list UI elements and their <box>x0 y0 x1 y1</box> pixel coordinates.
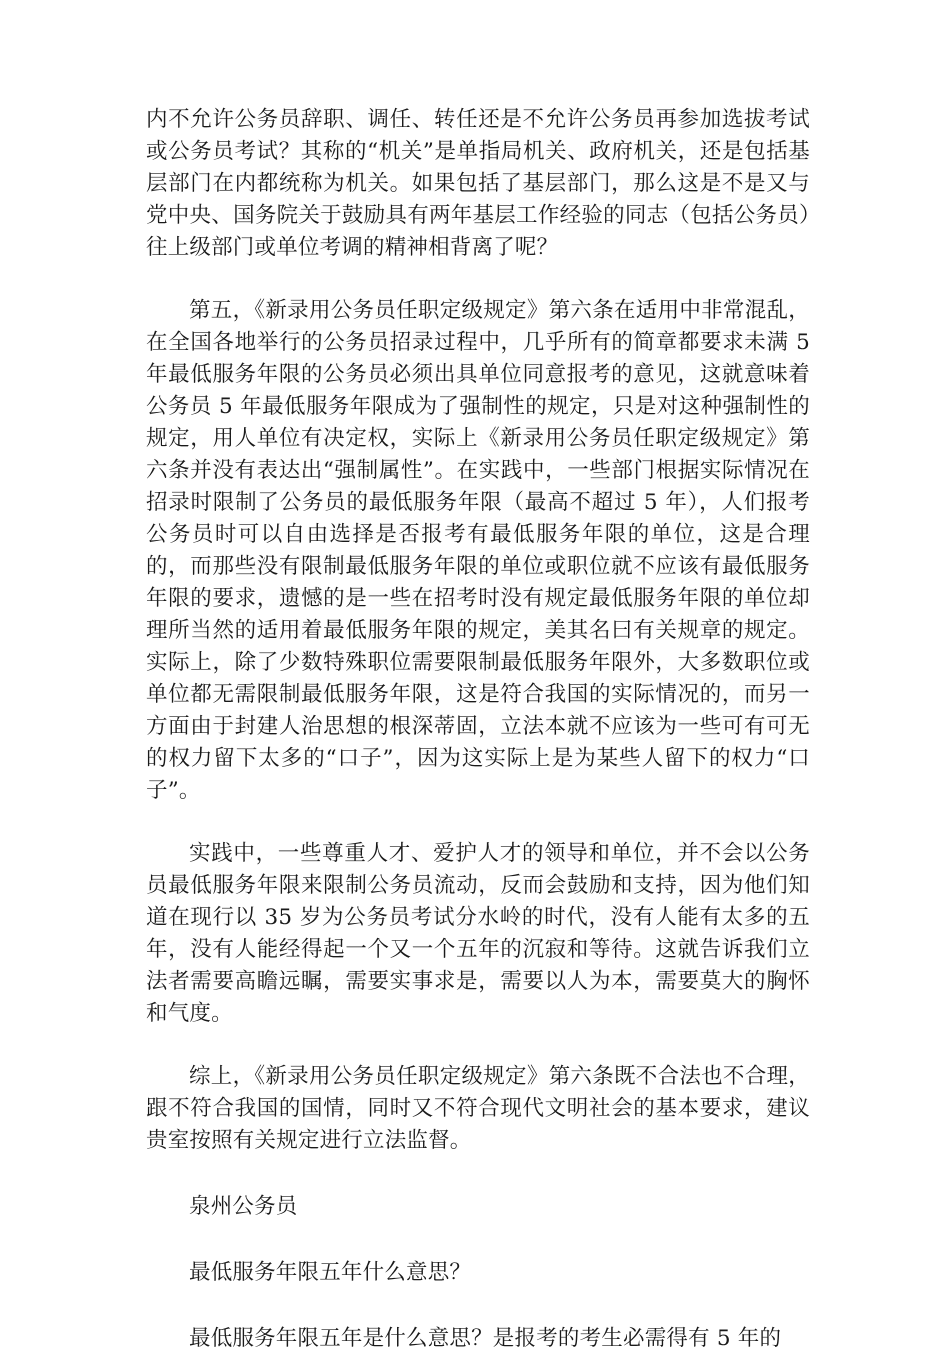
signature-line: 泉州公务员 <box>189 1194 298 1219</box>
paragraph-spacer <box>146 1289 810 1323</box>
paragraph-fifth-point: 第五，《新录用公务员任职定级规定》第六条在适用中非常混乱，在全国各地举行的公务员招录过程中，几乎所有的简章都要求未满 5 年最低服务年限的公务员必须出具单位同意报考的意见，这就意味着公务员 5 年最低服务年限成为了强制性的规定，只是对这种强制性的规定，用人单位有决定权，实际上《新录用公务员任职定级规定》第六条并没有表达出“强制属性”。在实践中，一些部门根据实际情况在招录时限制了公务员的最低服务年限（最高不超过 5 年），人们报考公务员时可以自由选择是否报考有最低服务年限的单位，这是合理的，而那些没有限制最低服务年限的单位或职位就不应该有最低服务年限的要求，遗憾的是一些在招考时没有规定最低服务年限的单位却理所当然的适用着最低服务年限的规定，美其名曰有关规章的规定。实际上，除了少数特殊职位需要限制最低服务年限外，大多数职位或单位都无需限制最低服务年限，这是符合我国的实际情况的，而另一方面由于封建人治思想的根深蒂固，立法本就不应该为一些可有可无的权力留下太多的“口子”，因为这实际上是为某些人留下的权力“口子”。 <box>146 298 810 803</box>
document-page <box>146 104 810 1355</box>
paragraph-spacer <box>146 807 810 838</box>
paragraph-summary: 综上，《新录用公务员任职定级规定》第六条既不合法也不合理，跟不符合我国的国情，同时又不符合现代文明社会的基本要求，建议贵室按照有关规定进行立法监督。 <box>146 1064 810 1153</box>
paragraph-spacer <box>146 264 810 295</box>
answer-paragraph: 最低服务年限五年是什么意思？是报考的考生必需得有 5 年的 <box>189 1326 782 1351</box>
paragraph-spacer <box>146 1223 810 1257</box>
paragraph-spacer <box>146 1030 810 1061</box>
paragraph-continued: 内不允许公务员辞职、调任、转任还是不允许公务员再参加选拔考试或公务员考试？其称的“机关”是单指局机关、政府机关，还是包括基层部门在内都统称为机关。如果包括了基层部门，那么这是不是又与党中央、国务院关于鼓励具有两年基层工作经验的同志（包括公务员）往上级部门或单位考调的精神相背离了呢？ <box>146 107 810 260</box>
question-heading: 最低服务年限五年什么意思？ <box>189 1260 472 1285</box>
paragraph-spacer <box>146 1157 810 1191</box>
paragraph-practice: 实践中，一些尊重人才、爱护人才的领导和单位，并不会以公务员最低服务年限来限制公务员流动，反而会鼓励和支持，因为他们知道在现行以 35 岁为公务员考试分水岭的时代，没有人能有太多的五年，没有人能经得起一个又一个五年的沉寂和等待。这就告诉我们立法者需要高瞻远瞩，需要实事求是，需要以人为本，需要莫大的胸怀和气度。 <box>146 841 810 1026</box>
